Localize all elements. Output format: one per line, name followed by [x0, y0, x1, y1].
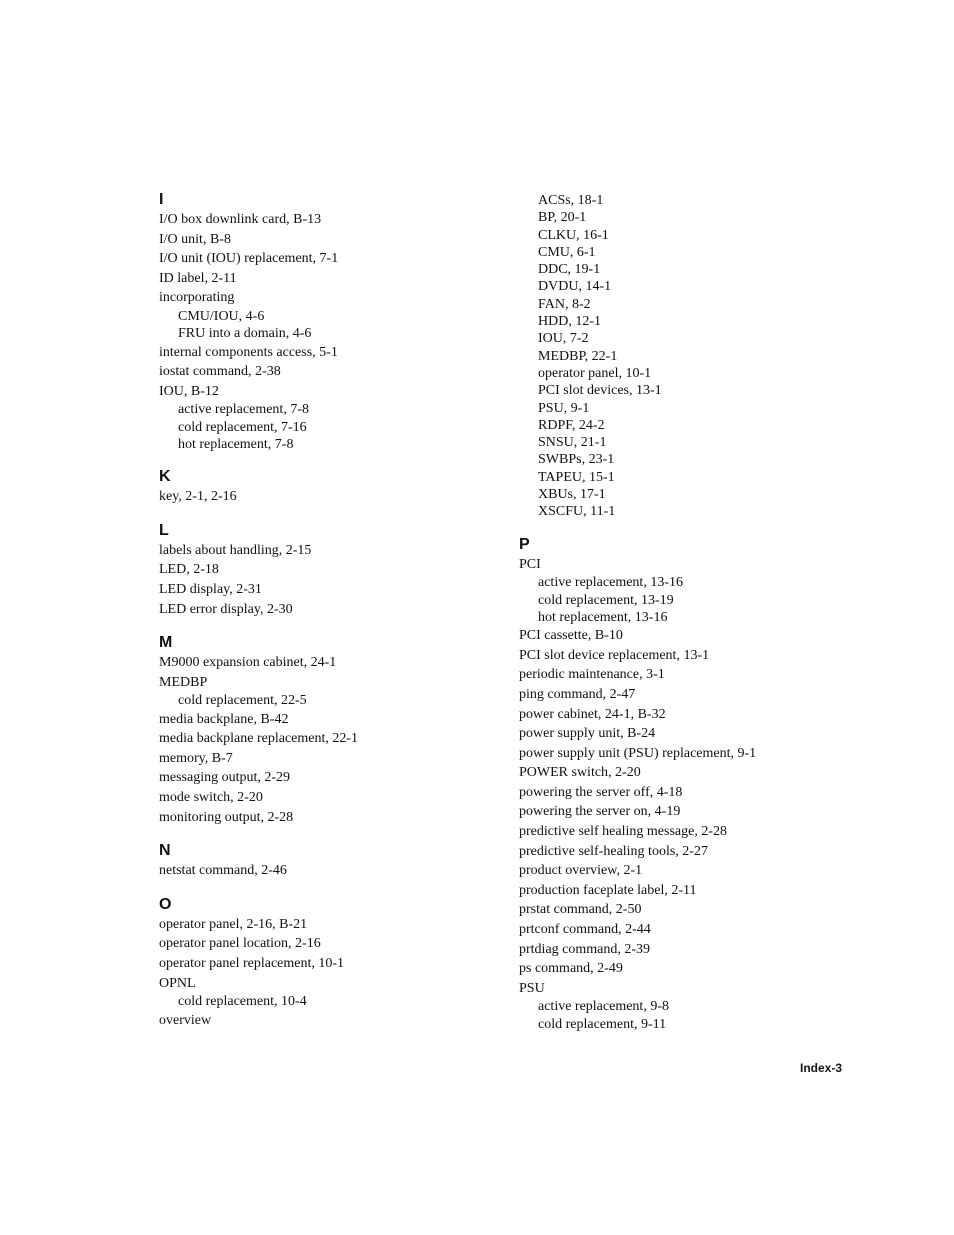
index-subentry: cold replacement, 10-4: [178, 994, 307, 1010]
index-subentry: TAPEU, 15-1: [538, 469, 615, 485]
index-subentry: active replacement, 13-16: [538, 575, 683, 591]
index-group: [159, 521, 499, 619]
index-entry: iostat command, 2-38: [159, 364, 281, 380]
index-group: [519, 535, 859, 1033]
index-entry: internal components access, 5-1: [159, 344, 338, 360]
index-entry: I/O unit (IOU) replacement, 7-1: [159, 251, 339, 267]
index-entry: prtconf command, 2-44: [519, 922, 651, 938]
index-entry: LED, 2-18: [159, 562, 219, 578]
index-subentry: PSU, 9-1: [538, 400, 590, 416]
index-entry: operator panel, 2-16, B-21: [159, 916, 308, 932]
index-subentry: cold replacement, 9-11: [538, 1016, 667, 1032]
index-subentry: DDC, 19-1: [538, 262, 601, 278]
index-column-right: [519, 192, 859, 1033]
index-entry: prstat command, 2-50: [519, 902, 642, 918]
section-letter: M: [159, 634, 173, 652]
index-entry: MEDBP: [159, 674, 208, 690]
index-entry: powering the server off, 4-18: [519, 784, 683, 800]
index-subentry: hot replacement, 7-8: [178, 436, 294, 452]
index-entry: memory, B-7: [159, 750, 233, 766]
index-entry: ping command, 2-47: [519, 686, 636, 702]
index-entry: PSU: [519, 980, 545, 996]
index-subentry: CMU/IOU, 4-6: [178, 308, 265, 324]
index-entry: PCI slot device replacement, 13-1: [519, 647, 710, 663]
index-entry: power supply unit, B-24: [519, 726, 656, 742]
index-subentry: HDD, 12-1: [538, 314, 601, 330]
index-subentry: XSCFU, 11-1: [538, 504, 616, 520]
index-entry: product overview, 2-1: [519, 863, 643, 879]
index-subentry: cold replacement, 22-5: [178, 693, 307, 709]
index-subentry: BP, 20-1: [538, 210, 587, 226]
index-subentry: PCI slot devices, 13-1: [538, 383, 662, 399]
index-subentry: FRU into a domain, 4-6: [178, 326, 312, 342]
index-entry: POWER switch, 2-20: [519, 765, 641, 781]
index-group: [159, 895, 499, 1030]
index-entry: PCI: [519, 556, 541, 572]
index-entry: IOU, B-12: [159, 383, 219, 399]
index-subentry: active replacement, 7-8: [178, 402, 309, 418]
index-subentry: FAN, 8-2: [538, 296, 591, 312]
index-entry: OPNL: [159, 975, 196, 991]
index-group: [519, 192, 859, 521]
index-entry: messaging output, 2-29: [159, 770, 291, 786]
index-group: [159, 633, 499, 827]
index-entry: prtdiag command, 2-39: [519, 941, 651, 957]
index-entry: key, 2-1, 2-16: [159, 489, 237, 505]
index-subentry: CLKU, 16-1: [538, 227, 609, 243]
index-entry: LED display, 2-31: [159, 582, 262, 598]
index-group: [159, 467, 499, 507]
index-entry: operator panel replacement, 10-1: [159, 956, 345, 972]
index-entry: periodic maintenance, 3-1: [519, 667, 665, 683]
section-letter: O: [159, 895, 172, 913]
index-subentry: DVDU, 14-1: [538, 279, 612, 295]
index-entry: powering the server on, 4-19: [519, 804, 681, 820]
index-subentry: SWBPs, 23-1: [538, 452, 615, 468]
index-entry: PCI cassette, B-10: [519, 628, 623, 644]
page-number: Index-3: [799, 1061, 842, 1075]
index-entry: I/O box downlink card, B-13: [159, 212, 322, 227]
index-entry: overview: [159, 1012, 212, 1028]
index-entry: predictive self healing message, 2-28: [519, 824, 727, 840]
index-entry: power supply unit (PSU) replacement, 9-1: [519, 745, 757, 761]
section-letter: N: [159, 842, 171, 860]
section-letter: L: [159, 521, 169, 539]
index-subentry: active replacement, 9-8: [538, 999, 669, 1015]
index-entry: netstat command, 2-46: [159, 863, 287, 879]
index-subentry: cold replacement, 7-16: [178, 419, 307, 435]
index-subentry: SNSU, 21-1: [538, 435, 607, 451]
index-entry: mode switch, 2-20: [159, 790, 263, 806]
index-group: [159, 190, 499, 453]
index-entry: power cabinet, 24-1, B-32: [519, 706, 666, 722]
index-subentry: hot replacement, 13-16: [538, 609, 668, 625]
section-letter: P: [519, 535, 530, 553]
index-group: [159, 841, 499, 881]
index-entry: I/O unit, B-8: [159, 231, 231, 247]
index-entry: labels about handling, 2-15: [159, 542, 312, 558]
section-letter: K: [159, 468, 171, 486]
index-entry: LED error display, 2-30: [159, 601, 293, 617]
index-entry: media backplane replacement, 22-1: [159, 731, 359, 747]
index-subentry: operator panel, 10-1: [538, 365, 652, 381]
index-subentry: XBUs, 17-1: [538, 487, 606, 503]
index-entry: monitoring output, 2-28: [159, 809, 294, 825]
index-column-left: [159, 190, 499, 1030]
index-entry: ID label, 2-11: [159, 270, 237, 286]
index-subentry: cold replacement, 13-19: [538, 592, 674, 608]
section-letter: I: [159, 191, 164, 208]
index-entry: production faceplate label, 2-11: [519, 882, 697, 898]
index-entry: ps command, 2-49: [519, 961, 623, 977]
index-entry: predictive self-healing tools, 2-27: [519, 843, 708, 859]
index-entry: media backplane, B-42: [159, 711, 289, 727]
index-subentry: RDPF, 24-2: [538, 417, 605, 433]
index-subentry: MEDBP, 22-1: [538, 348, 618, 364]
index-entry: incorporating: [159, 290, 235, 306]
index-subentry: ACSs, 18-1: [538, 193, 604, 208]
index-subentry: IOU, 7-2: [538, 331, 589, 347]
index-entry: operator panel location, 2-16: [159, 936, 321, 952]
index-entry: M9000 expansion cabinet, 24-1: [159, 655, 337, 671]
index-subentry: CMU, 6-1: [538, 244, 596, 260]
